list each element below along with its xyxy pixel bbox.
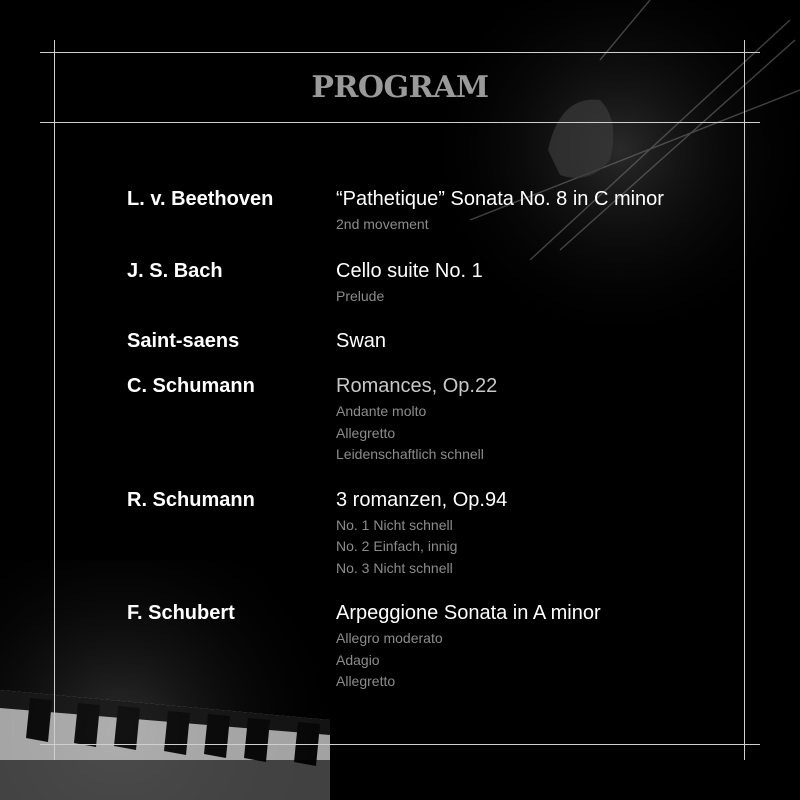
frame-top-line xyxy=(40,52,760,53)
movement: No. 2 Einfach, innig xyxy=(336,538,458,554)
program-list xyxy=(127,184,727,693)
program-entry xyxy=(127,371,727,466)
composer-name: J. S. Bach xyxy=(127,259,223,282)
work xyxy=(336,371,727,466)
program-entry xyxy=(127,326,727,356)
work-title: Arpeggione Sonata in A minor xyxy=(336,602,601,624)
work xyxy=(336,598,727,693)
work xyxy=(336,256,727,308)
movement: Leidenschaftlich schnell xyxy=(336,446,484,462)
work-title: Swan xyxy=(336,330,387,352)
work-title: Romances, Op.22 xyxy=(336,375,498,397)
frame-left-line xyxy=(54,40,55,760)
composer-name: R. Schumann xyxy=(127,488,255,511)
composer-name: F. Schubert xyxy=(127,602,235,624)
frame-right-line xyxy=(744,40,745,760)
frame-header-line xyxy=(40,122,760,123)
work-title: Cello suite No. 1 xyxy=(336,259,483,282)
work-title: “Pathetique” Sonata No. 8 in C minor xyxy=(336,188,664,210)
composer-name: L. v. Beethoven xyxy=(127,188,274,210)
movement: No. 3 Nicht schnell xyxy=(336,559,453,576)
movement: 2nd movement xyxy=(336,216,429,232)
movement: No. 1 Nicht schnell xyxy=(336,516,453,533)
movement: Prelude xyxy=(336,287,385,304)
program-entry xyxy=(127,256,727,308)
movement: Andante molto xyxy=(336,403,427,419)
frame-bottom-line xyxy=(40,744,760,745)
program-entry xyxy=(127,485,727,580)
work-title: 3 romanzen, Op.94 xyxy=(336,488,508,511)
page-title: PROGRAM xyxy=(311,70,489,105)
movement: Allegro moderato xyxy=(336,630,443,646)
work xyxy=(336,326,727,356)
movement: Allegretto xyxy=(336,424,396,441)
program-entry xyxy=(127,184,727,236)
movement: Adagio xyxy=(336,651,380,668)
composer-name: Saint-saens xyxy=(127,330,240,352)
movement: Allegretto xyxy=(336,673,396,689)
work xyxy=(336,184,727,236)
composer-name: C. Schumann xyxy=(127,375,255,397)
program-entry xyxy=(127,598,727,693)
work xyxy=(336,485,727,580)
